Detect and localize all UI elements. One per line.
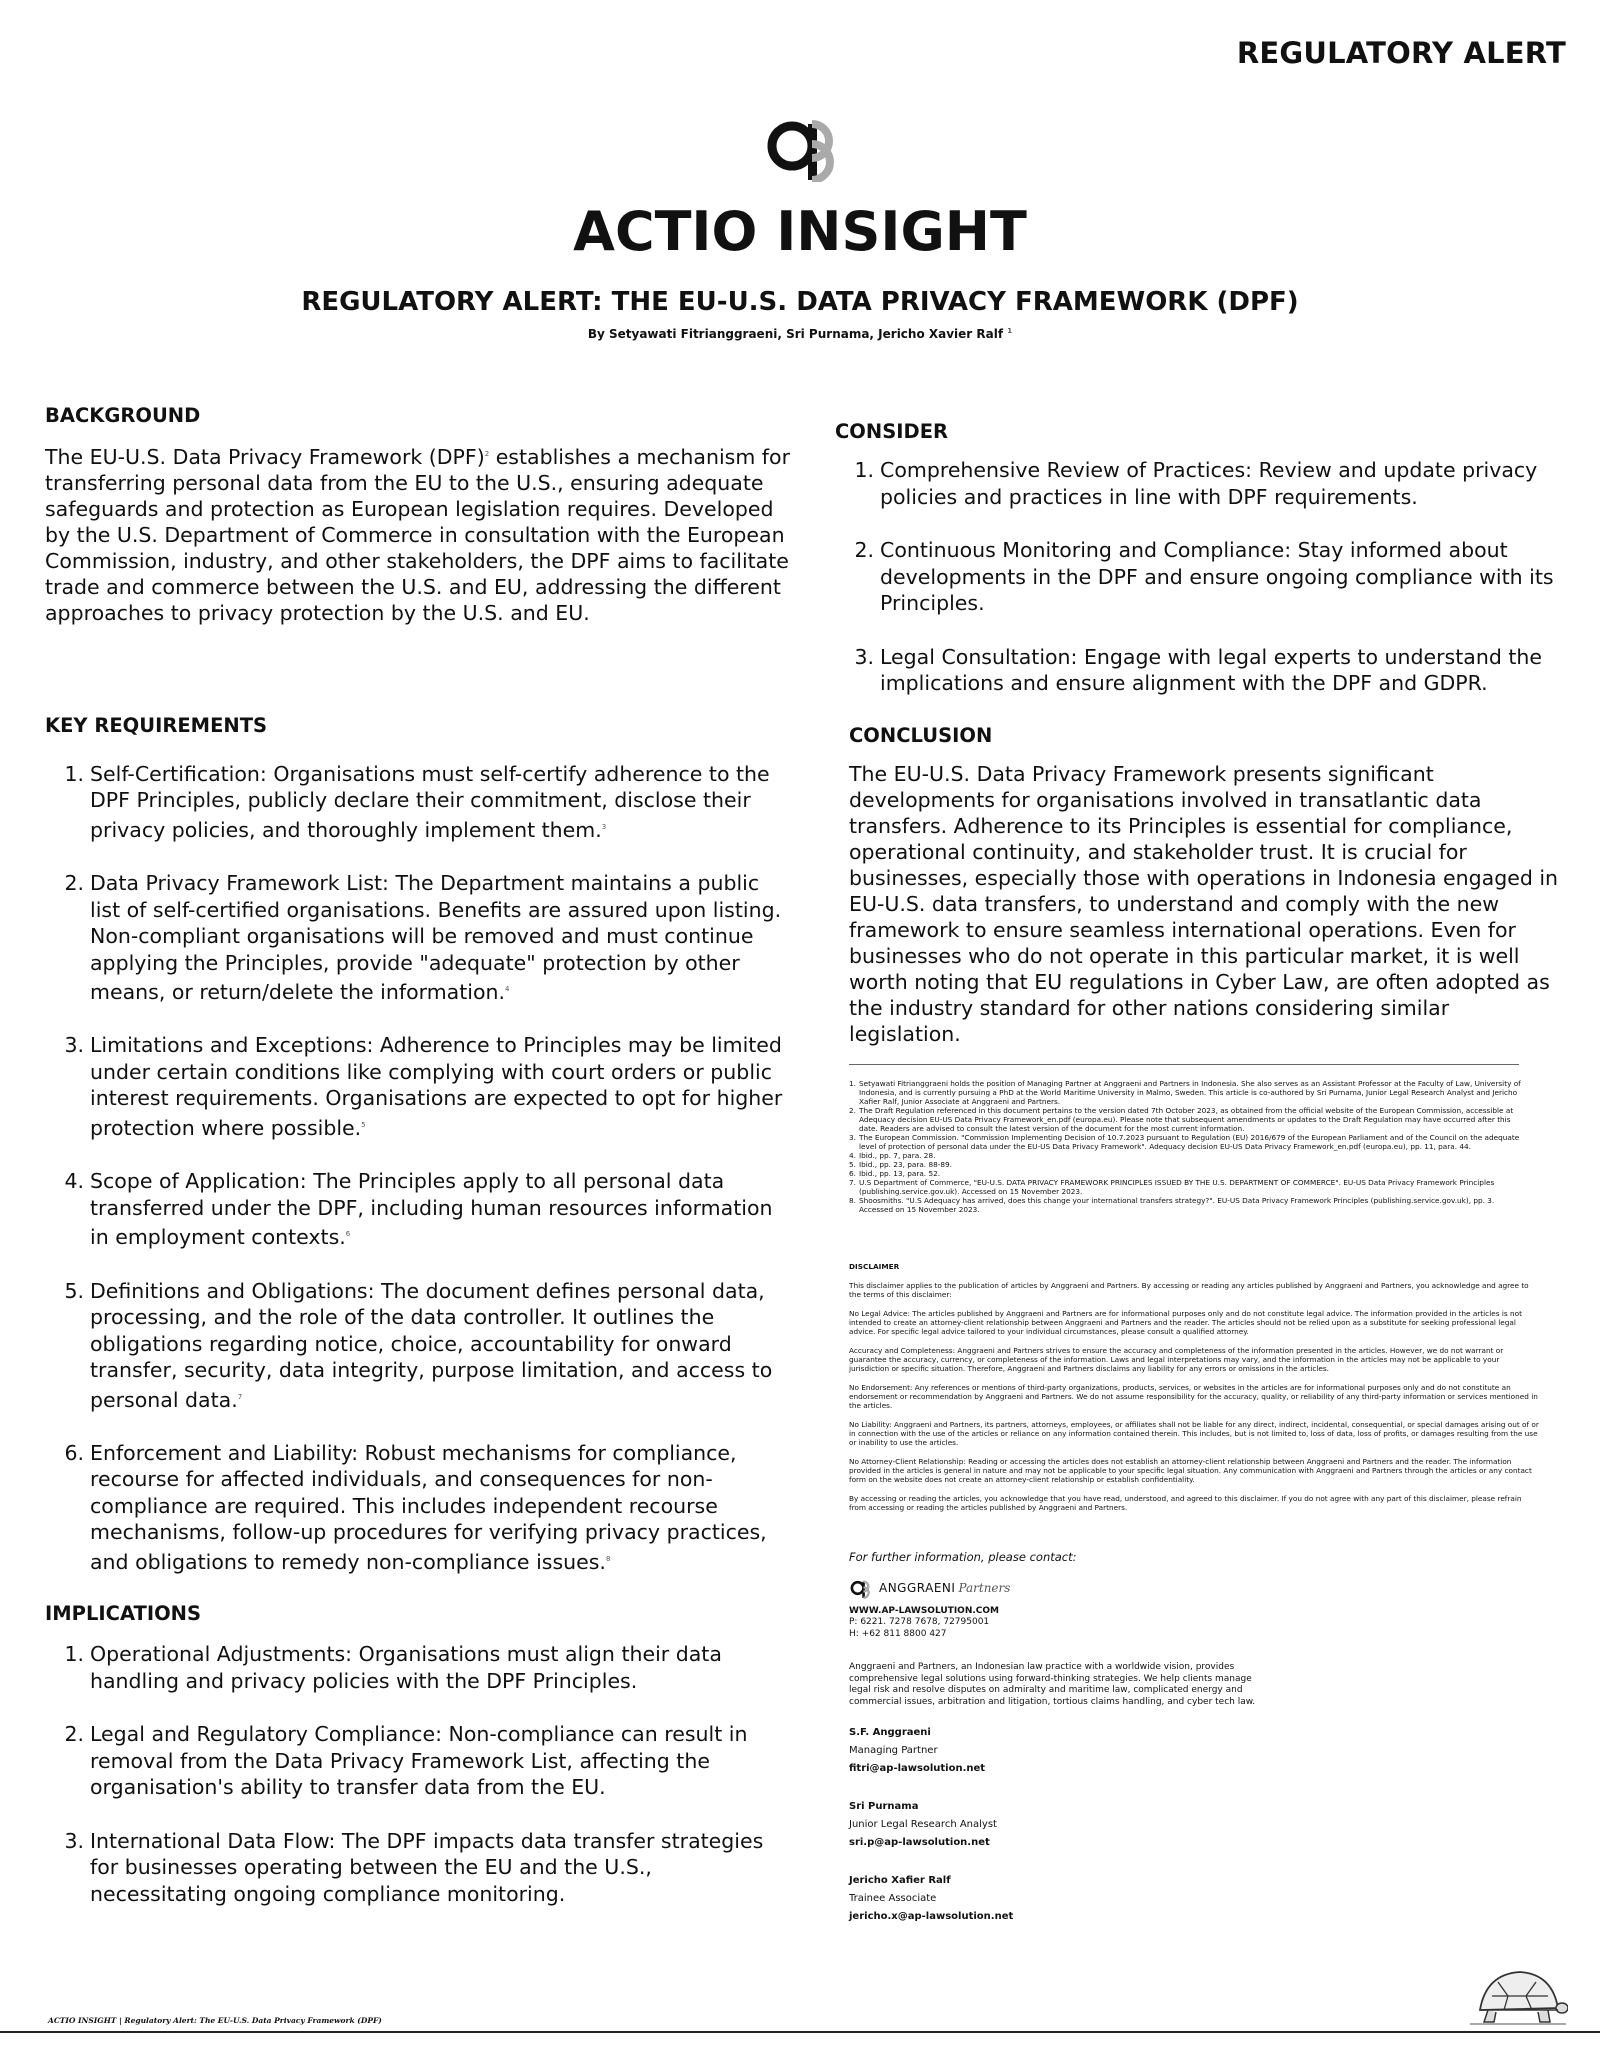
list-item: 1. Comprehensive Review of Practices: Review and update privacy policies and practices in line with DPF requirements. xyxy=(854,458,1538,509)
disclaimer-paragraph: Accuracy and Completeness: Anggraeni and Partners strives to ensure the accuracy and completeness of the information presented in the articles. However, we do not warrant or guarantee the accuracy, currency, or completeness of the information. Laws and legal interpretations may vary, and the information in the articles may not be applicable to your jurisdiction or specific situation. Therefore, Anggraeni and Partners disclaims any liability for any errors or omissions in the articles. xyxy=(849,1345,1504,1373)
disclaimer-paragraph: No Attorney-Client Relationship: Reading or accessing the articles does not establish an attorney-client relationship between Anggraeni and Partners and the reader. The information provided in the articles is general in nature and may not be applicable to your specific legal situation. Any communication with Anggraeni and Partners through the articles or any contact form on the website does not create an attorney-client relationship or establish confidentiality. xyxy=(849,1456,1532,1484)
contact-person xyxy=(849,1724,1539,1778)
list-item: 3. Limitations and Exceptions: Adherence to Principles may be limited under certain conditions like complying with court orders or public interest requirements. Organisations are expected to opt for higher protection where possible.$^5$ xyxy=(64,1033,783,1140)
list-item: 2. Legal and Regulatory Compliance: Non-compliance can result in removal from the Data Privacy Framework List, affecting the organisation's ability to transfer data from the EU. xyxy=(64,1722,748,1800)
list-item: 1. Operational Adjustments: Organisations must align their data handling and privacy policies with the DPF Principles. xyxy=(64,1642,722,1693)
footnote-ref: 3 xyxy=(601,822,607,831)
key-requirements-list xyxy=(45,761,790,1575)
right-column xyxy=(835,420,1560,1926)
footnote-ref: 5 xyxy=(361,1120,366,1129)
tortoise-icon xyxy=(1468,1962,1568,2028)
footnote-ref: 7 xyxy=(237,1392,243,1401)
list-item: 6. Enforcement and Liability: Robust mechanisms for compliance, recourse for affected individuals, and consequences for non-compliance are required. This includes independent recourse mechanisms, follow-up procedures for verifying privacy practices, and obligations to remedy non-compliance issues.$^8$ xyxy=(64,1440,767,1574)
person-email-link[interactable]: sri.p@ap-lawsolution.net xyxy=(849,1837,990,1848)
footnotes-divider xyxy=(849,1064,1519,1065)
background-section xyxy=(45,404,790,626)
firm-logo xyxy=(849,1574,1539,1602)
list-item: 3. International Data Flow: The DPF impacts data transfer strategies for businesses operating between the EU and the U.S., necessitating ongoing compliance monitoring. xyxy=(64,1828,764,1906)
byline-text: By Setyawati Fitrianggraeni, Sri Purnama, Jericho Xavier Ralf xyxy=(587,327,1004,341)
implications-list xyxy=(45,1641,790,1907)
disclaimer-paragraph: No Liability: Anggraeni and Partners, its partners, attorneys, employees, or affiliates shall not be liable for any direct, indirect, incidental, consequential, or special damages arising out of or in connection with the use of the articles or reliance on any information contained therein. This includes, but is not limited to, loss of data, loss of profits, or damages resulting from the use or inability to use the articles. xyxy=(849,1419,1539,1447)
footnote: 6. Ibid., pp. 13, para. 52. xyxy=(849,1168,941,1178)
disclaimer-paragraph: No Legal Advice: The articles published by Anggraeni and Partners are for informational purposes only and do not constitute legal advice. The information provided in the articles is not intended to create an attorney-client relationship between Anggraeni and Partners and the reader. The articles should not be relied upon as a substitute for seeking professional legal advice. For specific legal advice tailored to your individual circumstances, please consult a qualified attorney. xyxy=(849,1308,1522,1336)
person-name: Sri Purnama xyxy=(849,1801,919,1812)
background-heading: BACKGROUND xyxy=(45,404,201,427)
implications-section xyxy=(45,1602,790,1907)
key-requirements-section xyxy=(45,714,790,1575)
footnote: 2. The Draft Regulation referenced in this document pertains to the version dated 7th October 2023, as obtained from the official website of the European Commission, accessible at Adequacy decision EU-US Data Privacy Framework_en.pdf (europa.eu). Please note that subsequent amendments or updates to the Draft Regulation may have occurred after this date. Readers are advised to consult the latest version of the document for the most current information. xyxy=(849,1105,1514,1133)
footer-divider xyxy=(0,2031,1600,2033)
consider-heading: CONSIDER xyxy=(835,420,949,443)
contact-person xyxy=(849,1798,1539,1852)
person-title: Managing Partner xyxy=(849,1745,938,1756)
key-requirements-heading: KEY REQUIREMENTS xyxy=(45,713,268,737)
byline xyxy=(0,327,1600,341)
footnote: 1. Setyawati Fitrianggraeni holds the position of Managing Partner at Anggraeni and Partners in Indonesia. She also serves as an Assistant Professor at the Faculty of Law, University of Indonesia, and is currently pursuing a PhD at the World Maritime University in Malmo, Sweden. This article is co-authored by Sri Purnama, Junior Legal Research Analyst and Jericho Xafier Ralf, Junior Associate at Anggraeni and Partners. xyxy=(849,1078,1521,1106)
footnote: 4. Ibid., pp. 7, para. 28. xyxy=(849,1150,936,1160)
firm-name-script: Partners xyxy=(958,1580,1011,1595)
list-item: 2. Data Privacy Framework List: The Department maintains a public list of self-certified organisations. Benefits are assured upon listing. Non-compliant organisations will be removed and must continue applying the Principles, provide "adequate" protection by other means, or return/delete the information.$^4$ xyxy=(64,871,782,1004)
ap-small-logo-icon xyxy=(849,1575,875,1601)
firm-about: Anggraeni and Partners, an Indonesian law practice with a worldwide vision, provides comprehensive legal solutions using forward-thinking strategies. We help clients manage legal risk and resolve disputes on admiralty and maritime law, complicated energy and commercial issues, arbitration and litigation, tortious claims handling, and cyber tech law. xyxy=(849,1662,1256,1707)
footnote-ref: 4 xyxy=(505,985,510,994)
list-item: 1. Self-Certification: Organisations must self-certify adherence to the DPF Principles, publicly declare their commitment, disclose their privacy policies, and thoroughly implement them.$^3$ xyxy=(64,761,770,842)
conclusion-section xyxy=(849,724,1560,1047)
firm-name: ANGGRAENI xyxy=(879,1580,956,1595)
list-item: 4. Scope of Application: The Principles apply to all personal data transferred under the DPF, including human resources information in employment contexts.$^6$ xyxy=(64,1169,773,1250)
consider-section xyxy=(835,420,1560,697)
footnote-ref: 6 xyxy=(345,1230,351,1239)
conclusion-heading: CONCLUSION xyxy=(849,723,993,747)
footnote: 3. The European Commission. "Commission Implementing Decision of 10.7.2023 pursuant to Regulation (EU) 2016/679 of the European Parliament and of the Council on the adequate level of protection of personal data under the EU-US Data Privacy Framework". Adequacy decision EU-US Data Privacy Framework_en.pdf (europa.eu), pp. 11, para. 44. xyxy=(849,1132,1520,1151)
disclaimer-section xyxy=(849,1262,1539,1512)
person-name: Jericho Xafier Ralf xyxy=(849,1875,951,1886)
consider-list xyxy=(835,457,1560,697)
top-label: REGULATORY ALERT xyxy=(1236,36,1566,70)
main-title: ACTIO INSIGHT xyxy=(573,200,1027,263)
conclusion-text: The EU-U.S. Data Privacy Framework presents significant developments for organisations involved in transatlantic data transfers. Adherence to its Principles is essential for compliance, operational continuity, and stakeholder trust. It is crucial for businesses, especially those with operations in Indonesia engaged in EU-U.S. data transfers, to understand and comply with the new framework to ensure seamless international operations. Even for businesses who do not operate in this particular market, it is well worth noting that EU regulations in Cyber Law, are often adopted as the industry standard for other nations considering similar legislation. xyxy=(849,761,1559,1046)
disclaimer-paragraph: No Endorsement: Any references or mentions of third-party organizations, products, services, or websites in the articles are for informational purposes only and do not constitute an endorsement or recommendation by Anggraeni and Partners. We do not assume responsibility for the accuracy, quality, or reliability of any third-party information or services mentioned in the articles. xyxy=(849,1382,1538,1410)
footnote: 8. Shoosmiths. "U.S Adequacy has arrived, does this change your international transfers strategy?". EU-US Data Privacy Framework Principles (publishing.service.gov.uk), pp. 3. Accessed on 15 November 2023. xyxy=(849,1195,1495,1214)
disclaimer-heading: DISCLAIMER xyxy=(849,1261,900,1271)
footnote-ref: 8 xyxy=(605,1554,611,1563)
disclaimer-paragraph: By accessing or reading the articles, you acknowledge that you have read, understood, and agreed to this disclaimer. If you do not agree with any part of this disclaimer, please refrain from accessing or reading the articles published by Anggraeni and Partners. xyxy=(849,1493,1522,1512)
contact-person xyxy=(849,1872,1539,1926)
firm-mobile: H: +62 811 8800 427 xyxy=(849,1628,947,1639)
list-item: 2. Continuous Monitoring and Compliance: Stay informed about developments in the DPF and ensure ongoing compliance with its Principles. xyxy=(854,538,1554,615)
person-name: S.F. Anggraeni xyxy=(849,1727,931,1738)
contact-section xyxy=(849,1550,1539,1927)
byline-footnote-ref: 1 xyxy=(1007,327,1013,335)
background-text: The EU-U.S. Data Privacy Framework (DPF)$^2$ establishes a mechanism for transferring personal data from the EU to the U.S., ensuring adequate safeguards and protection as European legislation requires. Developed by the U.S. Department of Commerce in consultation with the European Commission, industry, and other stakeholders, the DPF aims to facilitate trade and commerce between the U.S. and EU, addressing the different approaches to privacy protection by the U.S. and EU. xyxy=(45,444,790,625)
disclaimer-paragraph: This disclaimer applies to the publication of articles by Anggraeni and Partners. By accessing or reading any articles published by Anggraeni and Partners, you acknowledge and agree to the terms of this disclaimer: xyxy=(849,1280,1529,1299)
list-item: 3. Legal Consultation: Engage with legal experts to understand the implications and ensure alignment with the DPF and GDPR. xyxy=(854,644,1542,695)
sub-title: REGULATORY ALERT: THE EU-U.S. DATA PRIVACY FRAMEWORK (DPF) xyxy=(301,287,1299,317)
list-item: 5. Definitions and Obligations: The document defines personal data, processing, and the role of the data controller. It outlines the obligations regarding notice, choice, accountability for onward transfer, security, data integrity, purpose limitation, and access to personal data.$^7$ xyxy=(64,1278,773,1412)
implications-heading: IMPLICATIONS xyxy=(45,1602,202,1626)
footer-text: ACTIO INSIGHT | Regulatory Alert: The EU-U.S. Data Privacy Framework (DPF) xyxy=(48,2016,382,2025)
footnotes-list xyxy=(849,1079,1529,1214)
person-email-link[interactable]: fitri@ap-lawsolution.net xyxy=(849,1763,986,1774)
ap-logo-icon xyxy=(762,110,852,182)
firm-phone: P: 6221. 7278 7678, 72795001 xyxy=(849,1617,990,1627)
person-title: Trainee Associate xyxy=(849,1893,937,1904)
person-email-link[interactable]: jericho.x@ap-lawsolution.net xyxy=(849,1911,1014,1922)
contact-heading: For further information, please contact: xyxy=(849,1549,1077,1564)
footnote: 7. U.S Department of Commerce, "EU-U.S. DATA PRIVACY FRAMEWORK PRINCIPLES ISSUED BY THE U.S. DEPARTMENT OF COMMERCE". EU-US Data Privacy Framework Principles (publishing.service.gov.uk). Accessed on 15 November 2023. xyxy=(849,1177,1495,1196)
footnote: 5. Ibid., pp. 23, para. 88-89. xyxy=(849,1159,952,1169)
firm-website-link[interactable]: WWW.AP-LAWSOLUTION.COM xyxy=(849,1605,999,1616)
footnote-ref: 2 xyxy=(484,450,490,458)
left-column xyxy=(45,404,790,1934)
person-title: Junior Legal Research Analyst xyxy=(849,1819,997,1830)
